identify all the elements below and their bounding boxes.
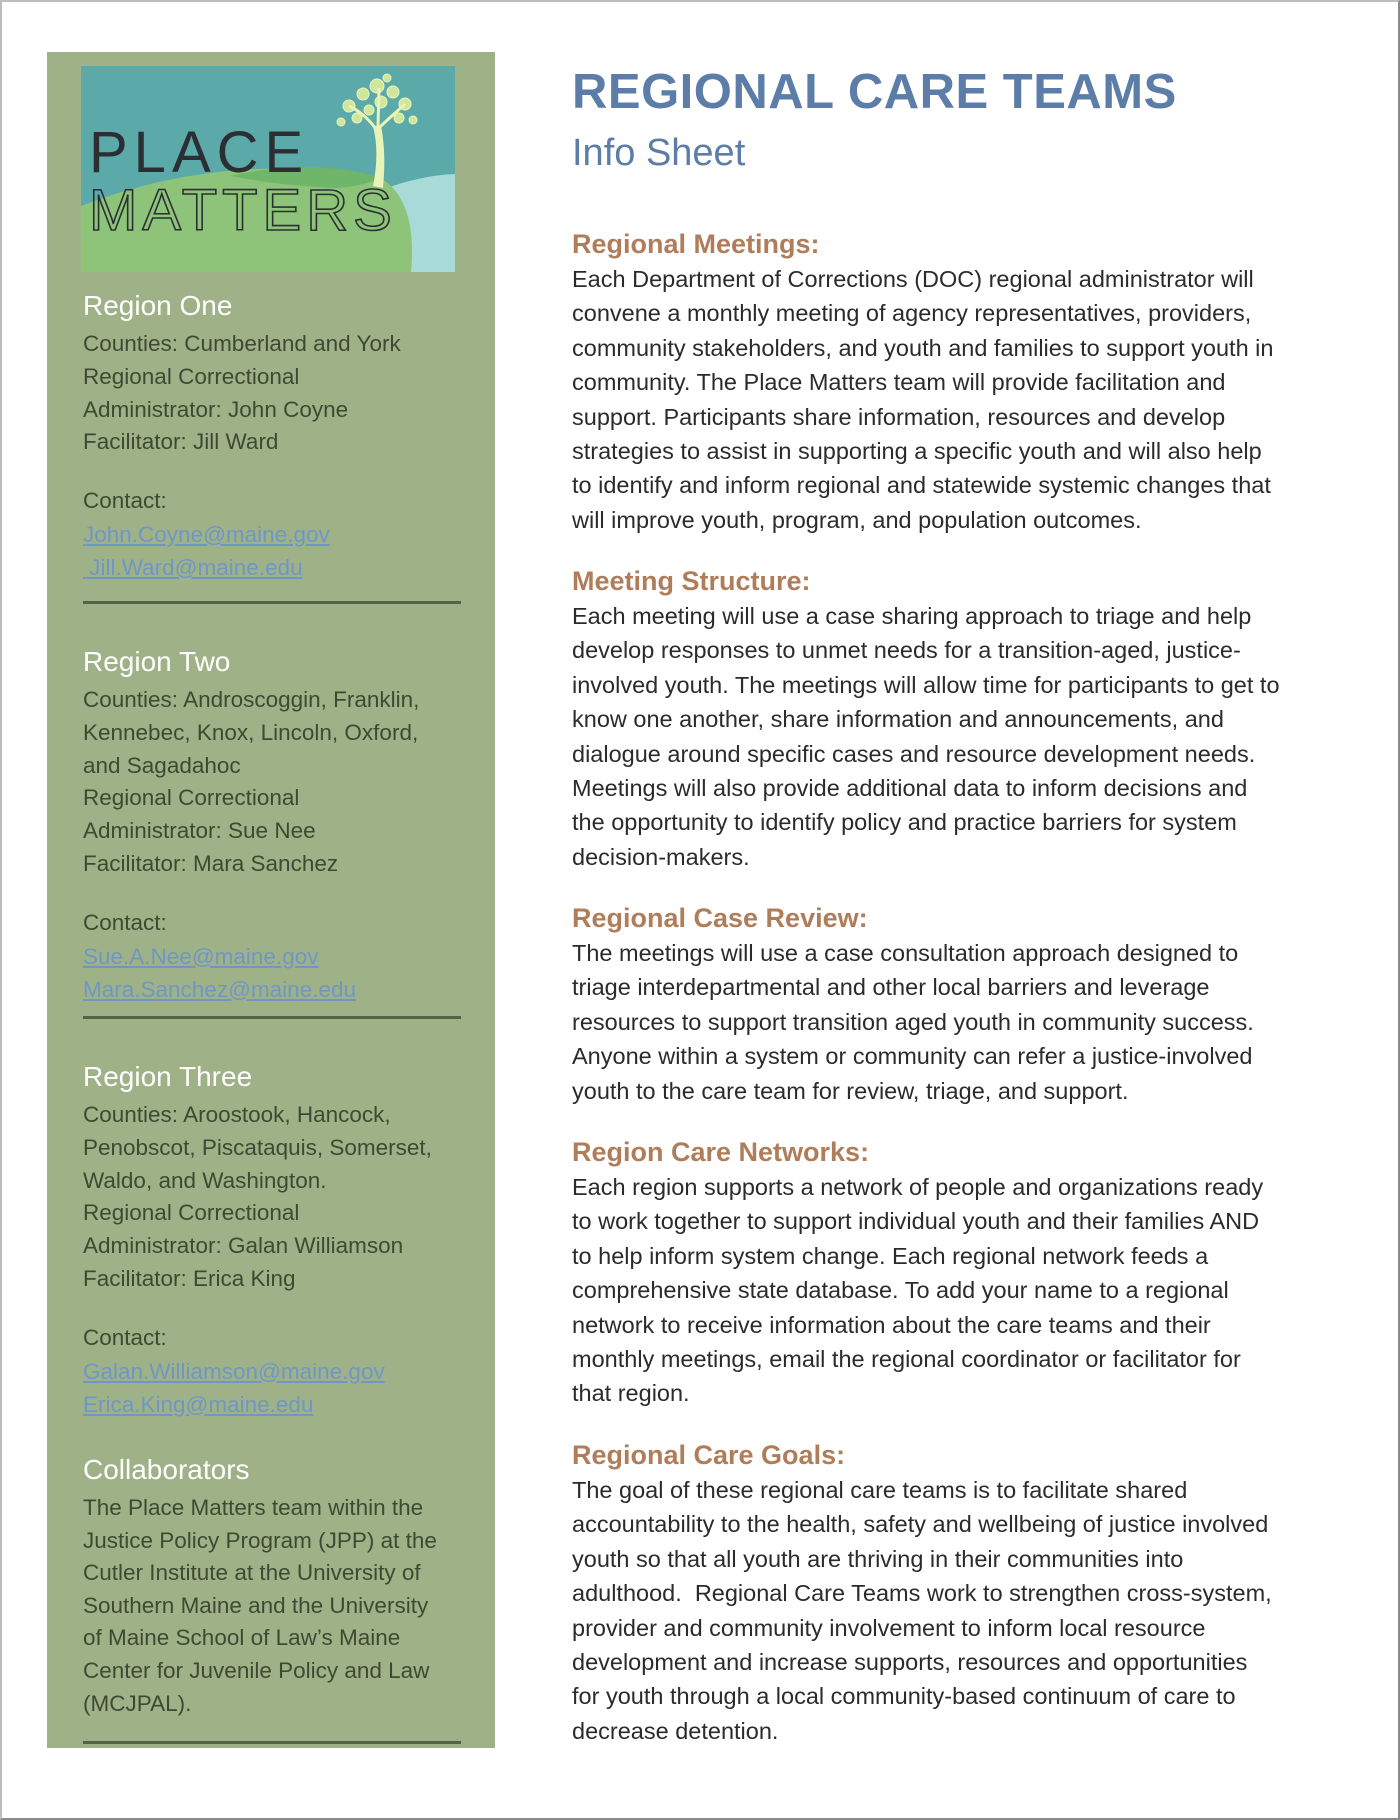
section-line: network to receive information about the care teams and their xyxy=(572,1311,1211,1338)
section-regional-care-goals xyxy=(572,1437,1372,1748)
section-line: the opportunity to identify policy and practice barriers for system xyxy=(572,809,1237,836)
collaborators-line: The Place Matters team within the xyxy=(83,1495,424,1520)
section-line: The meetings will use a case consultation approach designed to xyxy=(572,940,1239,966)
email-link[interactable]: Galan.Williamson@maine.gov xyxy=(83,1358,385,1384)
place-matters-logo xyxy=(81,66,455,272)
section-line: support. Participants share information, resources and develop xyxy=(572,403,1226,430)
logo-text-place: PLACE xyxy=(89,120,310,185)
section-divider xyxy=(83,1016,461,1019)
section-line: provider and community involvement to inform local resource xyxy=(572,1614,1206,1641)
email-link[interactable]: Sue.A.Nee@maine.gov xyxy=(83,943,319,969)
section-divider xyxy=(83,1741,461,1744)
region-line: Counties: Androscoggin, Franklin, xyxy=(83,687,420,712)
section-heading: Regional Care Goals: xyxy=(572,1440,846,1470)
section-line: Each Department of Corrections (DOC) regional administrator will xyxy=(572,266,1254,292)
section-heading: Region Care Networks: xyxy=(572,1137,870,1167)
collaborators-line: (MCJPAL). xyxy=(83,1690,192,1716)
region-title: Region Three xyxy=(83,1061,253,1092)
region-line: Penobscot, Piscataquis, Somerset, xyxy=(83,1134,432,1160)
region-line: Counties: Cumberland and York xyxy=(83,331,401,356)
section-line: community. The Place Matters team will provide facilitation and xyxy=(572,369,1226,396)
section-heading: Regional Meetings: xyxy=(572,229,820,259)
email-link[interactable]: Jill.Ward@maine.edu xyxy=(83,554,303,580)
section-line: monthly meetings, email the regional coordinator or facilitator for xyxy=(572,1346,1241,1373)
section-line: decision-makers. xyxy=(572,843,750,870)
email-link[interactable]: Mara.Sanchez@maine.edu xyxy=(83,976,356,1002)
section-line: youth to the care team for review, triage, and support. xyxy=(572,1077,1129,1104)
region-title: Region One xyxy=(83,290,233,321)
section-line: that region. xyxy=(572,1380,690,1407)
section-line: will improve youth, program, and population outcomes. xyxy=(572,506,1142,533)
section-line: strategies to assist in supporting a specific youth and will also help xyxy=(572,438,1262,465)
section-region-care-networks xyxy=(572,1134,1372,1411)
region-line: Counties: Aroostook, Hancock, xyxy=(83,1102,391,1127)
region-line: Regional Correctional xyxy=(83,1200,300,1226)
region-two xyxy=(83,644,463,1006)
region-line: Kennebec, Knox, Lincoln, Oxford, xyxy=(83,719,419,745)
section-line: accountability to the health, safety and wellbeing of justice involved xyxy=(572,1511,1269,1538)
region-line: Facilitator: Mara Sanchez xyxy=(83,850,339,876)
page-subtitle: Info Sheet xyxy=(572,132,746,174)
contact-label: Contact: xyxy=(83,909,167,935)
section-line: development and increase supports, resources and opportunities xyxy=(572,1649,1248,1676)
section-line: youth so that all youth are thriving in their communities into xyxy=(572,1545,1184,1572)
sidebar xyxy=(47,52,495,1748)
region-line: Facilitator: Erica King xyxy=(83,1265,296,1291)
collaborators-title: Collaborators xyxy=(83,1454,250,1485)
region-line: Administrator: Sue Nee xyxy=(83,818,316,844)
region-title: Region Two xyxy=(83,646,231,677)
section-line: to identify and inform regional and statewide systemic changes that xyxy=(572,472,1271,499)
region-line: Administrator: Galan Williamson xyxy=(83,1233,404,1259)
section-line: Each meeting will use a case sharing approach to triage and help xyxy=(572,603,1252,629)
section-line: for youth through a local community-based continuum of care to xyxy=(572,1683,1236,1710)
logo-graphic xyxy=(81,66,455,272)
region-line: Regional Correctional xyxy=(83,363,300,389)
section-line: to work together to support individual youth and their families AND xyxy=(572,1208,1260,1235)
section-line: involved youth. The meetings will allow time for participants to get to xyxy=(572,671,1280,698)
region-line: Regional Correctional xyxy=(83,785,300,811)
collaborators-line: of Maine School of Law’s Maine xyxy=(83,1625,401,1651)
section-line: convene a monthly meeting of agency representatives, providers, xyxy=(572,300,1252,327)
collaborators-line: Southern Maine and the University xyxy=(83,1592,429,1618)
section-line: comprehensive state database. To add your name to a regional xyxy=(572,1277,1229,1304)
email-link[interactable]: John.Coyne@maine.gov xyxy=(83,521,330,547)
section-line: adulthood. Regional Care Teams work to strengthen cross-system, xyxy=(572,1580,1272,1607)
section-line: community stakeholders, and youth and families to support youth in xyxy=(572,334,1274,361)
section-line: resources to support transition aged youth in community success. xyxy=(572,1008,1254,1035)
region-line: Waldo, and Washington. xyxy=(83,1167,327,1193)
section-heading: Meeting Structure: xyxy=(572,566,811,596)
region-one xyxy=(83,288,463,584)
section-regional-meetings xyxy=(572,226,1372,537)
section-heading: Regional Case Review: xyxy=(572,903,868,933)
page-header xyxy=(572,60,1372,178)
logo-text-matters: MATTERS xyxy=(89,178,397,243)
section-line: Each region supports a network of people and organizations ready xyxy=(572,1174,1264,1200)
section-line: decrease detention. xyxy=(572,1717,779,1744)
section-line: triage interdepartmental and other local barriers and leverage xyxy=(572,974,1210,1001)
section-divider xyxy=(83,601,461,604)
section-regional-case-review xyxy=(572,900,1372,1108)
collaborators-line: Center for Juvenile Policy and Law xyxy=(83,1657,430,1683)
region-three xyxy=(83,1059,463,1421)
page-title: REGIONAL CARE TEAMS xyxy=(572,65,1177,119)
contact-label: Contact: xyxy=(83,1324,167,1350)
section-line: to help inform system change. Each regional network feeds a xyxy=(572,1242,1209,1269)
section-line: Meetings will also provide additional data to inform decisions and xyxy=(572,775,1248,802)
section-line: The goal of these regional care teams is to facilitate shared xyxy=(572,1477,1188,1503)
collaborators-line: Cutler Institute at the University of xyxy=(83,1560,421,1586)
contact-label: Contact: xyxy=(83,488,167,514)
section-line: know one another, share information and announcements, and xyxy=(572,706,1224,733)
section-line: dialogue around specific cases and resource development needs. xyxy=(572,740,1256,767)
collaborators xyxy=(83,1452,463,1720)
region-line: Facilitator: Jill Ward xyxy=(83,429,279,455)
section-meeting-structure xyxy=(572,563,1372,874)
section-line: develop responses to unmet needs for a transition-aged, justice- xyxy=(572,637,1241,664)
collaborators-line: Justice Policy Program (JPP) at the xyxy=(83,1527,437,1553)
email-link[interactable]: Erica.King@maine.edu xyxy=(83,1391,314,1417)
region-line: Administrator: John Coyne xyxy=(83,396,349,422)
section-line: Anyone within a system or community can refer a justice-involved xyxy=(572,1043,1253,1070)
region-line: and Sagadahoc xyxy=(83,752,241,778)
